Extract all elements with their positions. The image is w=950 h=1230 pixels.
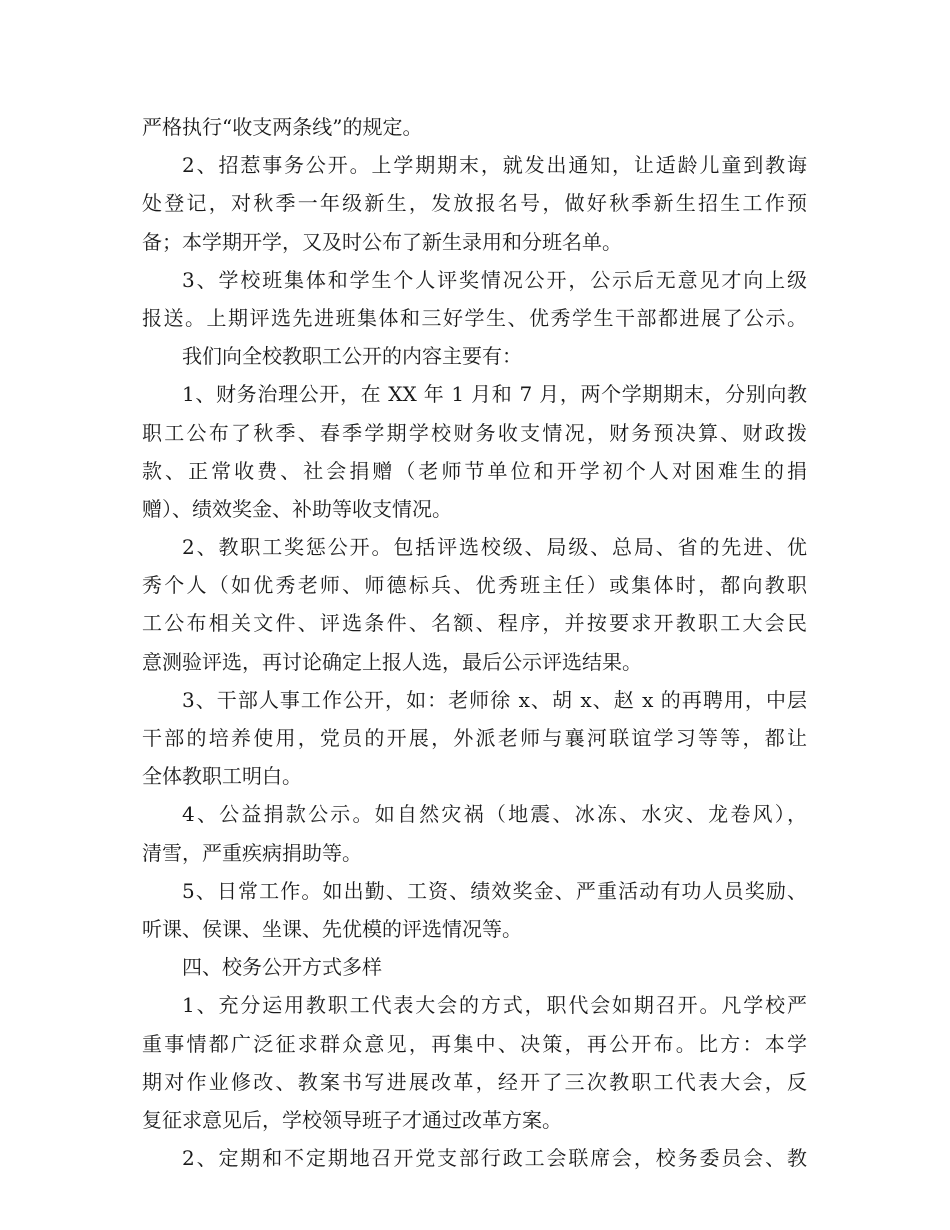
text-line: 款、正常收费、社会捐赠（老师节单位和开学初个人对困难生的捐 <box>142 458 807 483</box>
text-line: 2、教职工奖惩公开。包括评选校级、局级、总局、省的先进、优 <box>182 535 807 560</box>
text-line: 1、充分运用教职工代表大会的方式，职代会如期召开。凡学校严 <box>182 993 807 1018</box>
text-line: 听课、侯课、坐课、先优模的评选情况等。 <box>142 916 522 941</box>
text-line: 报送。上期评选先进班集体和三好学生、优秀学生干部都进展了公示。 <box>142 305 807 330</box>
text-line: 处登记，对秋季一年级新生，发放报名号，做好秋季新生招生工作预 <box>142 191 807 216</box>
text-line: 意测验评选，再讨论确定上报人选，最后公示评选结果。 <box>142 649 642 674</box>
text-line: 2、招惹事务公开。上学期期末，就发出通知，让适龄儿童到教诲 <box>182 153 807 178</box>
text-line: 我们向全校教职工公开的内容主要有： <box>182 344 522 369</box>
text-line: 1、财务治理公开，在 XX 年 1 月和 7 月，两个学期期末，分别向教 <box>182 382 807 407</box>
text-line: 赠）、绩效奖金、补助等收支情况。 <box>142 496 452 521</box>
document-page <box>142 108 807 1177</box>
text-line: 复征求意见后，学校领导班子才通过改革方案。 <box>142 1107 562 1132</box>
text-line: 4、公益捐款公示。如自然灾祸（地震、冰冻、水灾、龙卷风）， <box>182 802 807 827</box>
text-line: 秀个人（如优秀老师、师德标兵、优秀班主任）或集体时，都向教职 <box>142 573 807 598</box>
text-line: 3、干部人事工作公开，如：老师徐 x、胡 x、赵 x 的再聘用，中层 <box>182 687 807 712</box>
text-line: 清雪，严重疾病捐助等。 <box>142 840 362 865</box>
text-line: 5、日常工作。如出勤、工资、绩效奖金、严重活动有功人员奖励、 <box>182 878 807 903</box>
text-line: 备；本学期开学，又及时公布了新生录用和分班名单。 <box>142 229 622 254</box>
text-line: 严格执行“收支两条线”的规定。 <box>142 115 423 139</box>
text-line: 3、学校班集体和学生个人评奖情况公开，公示后无意见才向上级 <box>182 267 807 292</box>
text-line: 期对作业修改、教案书写进展改革，经开了三次教职工代表大会，反 <box>142 1069 807 1094</box>
text-line: 工公布相关文件、评选条件、名额、程序，并按要求开教职工大会民 <box>142 611 807 636</box>
text-line: 2、定期和不定期地召开党支部行政工会联席会，校务委员会、教 <box>182 1146 807 1171</box>
text-line: 全体教职工明白。 <box>142 764 302 789</box>
text-line: 干部的培养使用，党员的开展，外派老师与襄河联谊学习等等，都让 <box>142 726 807 750</box>
text-line: 重事情都广泛征求群众意见，再集中、决策，再公开布。比方：本学 <box>142 1031 807 1056</box>
text-line: 四、校务公开方式多样 <box>182 955 382 980</box>
text-line: 职工公布了秋季、春季学期学校财务收支情况，财务预决算、财政拨 <box>142 420 807 445</box>
